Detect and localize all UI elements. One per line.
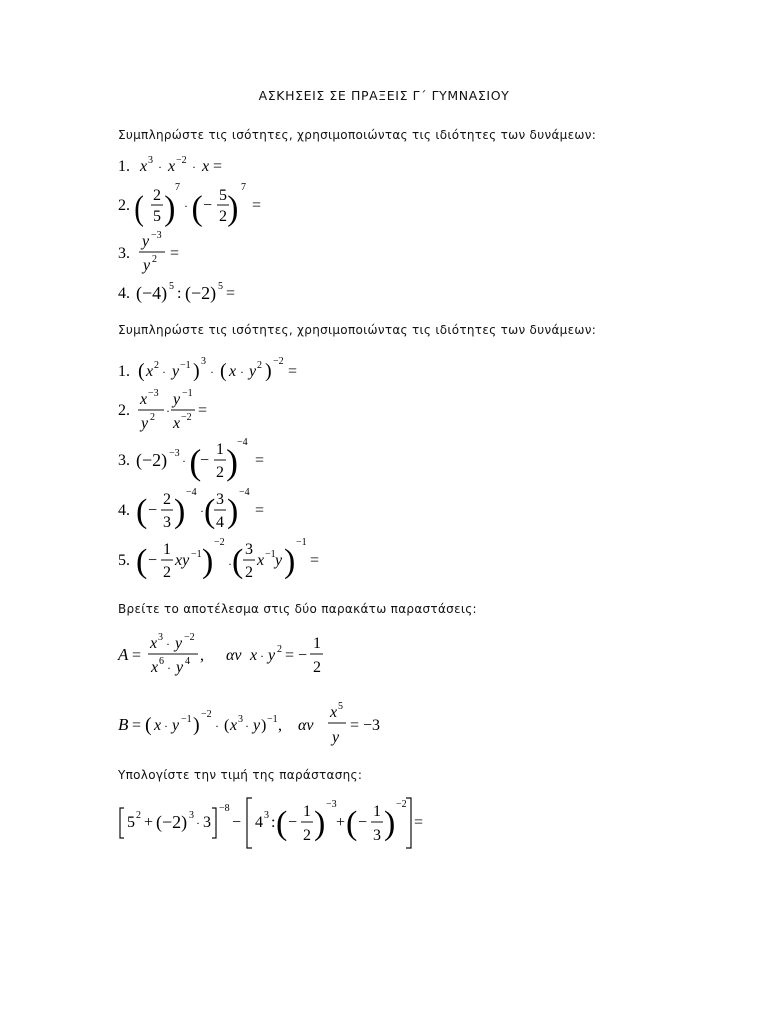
math-denominator: 2 <box>245 564 253 581</box>
math-x: x <box>140 158 148 175</box>
math-paren: ( <box>136 493 148 530</box>
math-exponent: 7 <box>241 182 246 193</box>
math-denominator: 2 <box>219 208 227 225</box>
math-dot: · <box>184 199 188 213</box>
exercise-1-3 <box>118 228 318 274</box>
math-minus: − <box>148 552 158 569</box>
math-paren: ) <box>227 493 239 530</box>
math-plus: + <box>336 814 346 831</box>
math-numerator: 2 <box>163 491 171 508</box>
section3-instruction: Βρείτε το αποτέλεσμα στις δύο παρακάτω παραστάσεις: <box>118 602 477 616</box>
math-dot: · <box>245 719 249 733</box>
math-x: x <box>330 704 338 721</box>
math-base: 5 <box>127 814 135 831</box>
math-numerator: 2 <box>153 187 161 204</box>
math-paren: ) <box>314 805 326 842</box>
math-x: x <box>257 552 265 569</box>
math-exponent: 5 <box>169 281 174 292</box>
math-dot: · <box>200 504 204 518</box>
math-equals: = <box>132 647 142 664</box>
math-dot: · <box>240 365 244 379</box>
math-exponent: −3 <box>169 448 180 459</box>
math-paren: ) <box>164 188 176 228</box>
exercise-3-a <box>118 630 358 680</box>
math-paren: ) <box>193 360 200 382</box>
exercise-3-a-formula <box>118 630 358 680</box>
math-exponent: −2 <box>214 537 225 548</box>
exercise-2-1 <box>118 354 338 384</box>
math-x: x <box>173 415 181 432</box>
math-dot: · <box>192 160 196 174</box>
math-paren: ( <box>204 493 216 530</box>
math-exponent: −8 <box>219 803 230 814</box>
math-denominator: 2 <box>216 464 224 481</box>
math-exponent: 3 <box>148 155 153 166</box>
math-equals: = <box>132 717 142 734</box>
math-y: y <box>332 729 340 746</box>
math-equals: = <box>285 647 295 664</box>
math-paren: ) <box>174 493 186 530</box>
math-denominator: 3 <box>373 827 381 844</box>
math-exponent: −2 <box>184 632 195 643</box>
exercise-2-5 <box>118 534 348 584</box>
math-x: x <box>154 717 162 734</box>
math-exponent: 3 <box>158 632 163 643</box>
exercise-1-4 <box>118 280 318 306</box>
math-equals: = <box>252 197 262 214</box>
math-x: x <box>168 158 176 175</box>
math-exponent: −4 <box>186 487 197 498</box>
math-y: y <box>275 552 283 569</box>
exercise-2-3 <box>118 434 318 484</box>
math-numerator: 1 <box>163 541 171 558</box>
exercise-2-4 <box>118 484 318 534</box>
math-numerator: 5 <box>219 187 227 204</box>
math-equals: = <box>226 285 236 302</box>
math-value: −3 <box>363 717 381 734</box>
math-exponent: −2 <box>273 356 284 367</box>
math-dot: · <box>158 160 162 174</box>
math-numerator: 1 <box>303 803 311 820</box>
math-denominator: 3 <box>163 514 171 531</box>
exercise-number: 2. <box>118 402 130 419</box>
section4-instruction: Υπολογίστε την τιμή της παράστασης: <box>118 768 363 782</box>
math-exponent: −2 <box>181 412 192 423</box>
math-colon: : <box>177 285 182 302</box>
math-paren: ( <box>220 360 227 382</box>
math-exponent: −2 <box>396 799 407 810</box>
math-exponent: −3 <box>151 230 162 241</box>
math-equals: = <box>255 452 265 469</box>
math-paren: ( <box>224 717 230 734</box>
exercise-1-1-formula <box>118 152 318 182</box>
math-number: 3 <box>203 814 211 831</box>
math-minus: − <box>288 814 298 831</box>
exercise-2-2 <box>118 388 318 434</box>
exercise-1-2 <box>118 180 318 228</box>
exercise-number: 1. <box>118 363 130 380</box>
math-exponent: −2 <box>176 155 187 166</box>
math-expression: (−4) <box>136 283 168 303</box>
math-paren: ( <box>346 805 358 842</box>
math-y: y <box>172 717 180 734</box>
math-numerator: 1 <box>373 803 381 820</box>
math-denominator: 2 <box>313 659 321 676</box>
math-paren: ( <box>134 187 144 228</box>
math-x: x <box>140 391 148 408</box>
math-dot: · <box>166 637 170 651</box>
math-exponent: −1 <box>182 388 193 399</box>
math-exponent: 3 <box>238 714 243 725</box>
exercise-1-1 <box>118 152 318 182</box>
math-y: y <box>141 415 149 432</box>
math-exponent: 2 <box>257 360 262 371</box>
math-base: 4 <box>255 814 263 831</box>
section1-instruction: Συμπληρώστε τις ισότητες, χρησιμοποιώντας τις ιδιότητες των δυνάμεων: <box>118 128 597 142</box>
math-minus: − <box>203 197 213 214</box>
math-x: x <box>250 647 258 664</box>
math-colon: : <box>271 814 276 831</box>
math-y: y <box>142 233 150 250</box>
exercise-number: 1. <box>118 158 130 175</box>
math-x: x <box>202 158 210 175</box>
math-x: x <box>150 635 158 652</box>
math-exponent: 3 <box>201 356 206 367</box>
exercise-2-5-formula <box>118 534 348 584</box>
math-dot: · <box>228 557 232 571</box>
math-exponent: 2 <box>277 644 282 655</box>
math-paren: ( <box>232 543 244 580</box>
exercise-1-2-formula <box>118 180 318 228</box>
math-exponent: −1 <box>180 360 191 371</box>
math-paren: ) <box>384 805 396 842</box>
math-paren: ) <box>227 188 239 228</box>
math-exponent: 3 <box>189 810 194 821</box>
math-plus: + <box>144 814 154 831</box>
math-expression: (−2) <box>136 450 168 470</box>
math-dot: · <box>196 816 200 830</box>
math-exponent: 2 <box>136 810 141 821</box>
math-equals: = <box>288 363 298 380</box>
exercise-number: 3. <box>118 245 130 262</box>
math-paren: ) <box>202 543 214 580</box>
math-exponent: −1 <box>265 549 276 560</box>
exercise-number: 2. <box>118 197 130 214</box>
math-dot: · <box>182 454 186 468</box>
math-numerator: 1 <box>216 441 224 458</box>
math-dot: · <box>164 719 168 733</box>
math-equals: = <box>350 717 360 734</box>
exercise-number: 4. <box>118 502 130 519</box>
condition-word: αν <box>226 647 242 664</box>
math-x: x <box>151 659 159 676</box>
math-exponent: 2 <box>152 254 157 265</box>
math-comma: , <box>278 717 282 734</box>
math-equals: = <box>255 502 265 519</box>
exercise-3-b-formula <box>118 700 398 750</box>
math-bracket <box>120 808 124 838</box>
math-exponent: 7 <box>175 182 180 193</box>
math-bracket <box>406 798 411 848</box>
math-minus: − <box>148 502 158 519</box>
math-paren: ) <box>193 714 200 736</box>
math-x: x <box>230 717 238 734</box>
math-exponent: −3 <box>148 388 159 399</box>
condition-word: αν <box>298 717 314 734</box>
math-paren: ( <box>136 543 148 580</box>
exercise-2-1-formula <box>118 354 338 384</box>
math-dot: · <box>215 719 219 733</box>
math-numerator: 3 <box>216 491 224 508</box>
math-exponent: −4 <box>237 437 248 448</box>
math-comma: , <box>200 647 204 664</box>
math-paren: ( <box>191 188 203 228</box>
math-exponent: −3 <box>326 799 337 810</box>
math-dot: · <box>260 649 264 663</box>
math-numerator: 1 <box>313 635 321 652</box>
page-title: ΑΣΚΗΣΕΙΣ ΣΕ ΠΡΑΞΕΙΣ Γ΄ ΓΥΜΝΑΣΙΟΥ <box>258 88 510 103</box>
math-exponent: 5 <box>218 281 223 292</box>
math-paren: ( <box>145 714 152 736</box>
math-B: B <box>118 715 129 734</box>
math-equals: = <box>310 552 320 569</box>
math-dot: · <box>166 404 170 418</box>
math-paren: ) <box>265 360 272 382</box>
math-equals: = <box>213 158 223 175</box>
math-numerator: 3 <box>245 541 253 558</box>
math-y: y <box>143 257 151 274</box>
math-exponent: 4 <box>185 656 190 667</box>
math-exponent: 2 <box>154 360 159 371</box>
math-exponent: −4 <box>239 487 250 498</box>
exercise-1-4-formula <box>118 280 318 306</box>
math-exponent: −1 <box>191 549 202 560</box>
exercise-3-b <box>118 700 398 750</box>
math-y: y <box>249 363 257 380</box>
math-xy: xy <box>175 552 190 569</box>
math-paren: ( <box>138 360 145 382</box>
math-equals: = <box>170 245 180 262</box>
math-y: y <box>175 635 183 652</box>
math-denominator: 5 <box>153 208 161 225</box>
math-expression: (−2) <box>185 283 217 303</box>
math-y: y <box>253 717 261 734</box>
math-x: x <box>146 363 154 380</box>
exercise-2-2-formula <box>118 388 318 434</box>
math-exponent: 3 <box>264 810 269 821</box>
math-x: x <box>229 363 237 380</box>
math-denominator: 2 <box>163 564 171 581</box>
math-expression: (−2) <box>156 812 188 832</box>
math-denominator: 4 <box>216 514 224 531</box>
math-paren: ) <box>284 543 296 580</box>
math-paren: ( <box>276 805 288 842</box>
exercise-2-4-formula <box>118 484 318 534</box>
math-dot: · <box>210 365 214 379</box>
math-paren: ( <box>189 441 202 482</box>
math-exponent: 6 <box>159 656 164 667</box>
math-exponent: 5 <box>338 701 343 712</box>
math-paren: ) <box>226 441 239 482</box>
math-y: y <box>172 363 180 380</box>
math-equals: = <box>414 814 424 831</box>
math-paren: ) <box>261 717 267 734</box>
exercise-1-3-formula <box>118 228 318 274</box>
math-y: y <box>173 391 181 408</box>
math-exponent: −2 <box>201 709 212 720</box>
math-minus: − <box>232 814 242 831</box>
exercise-number: 3. <box>118 452 130 469</box>
math-y: y <box>176 659 184 676</box>
math-dot: · <box>167 661 171 675</box>
math-bracket <box>247 798 252 848</box>
exercise-2-3-formula <box>118 434 318 484</box>
math-exponent: 2 <box>150 412 155 423</box>
exercise-4-formula <box>118 794 438 854</box>
math-exponent: −1 <box>181 714 192 725</box>
math-dot: · <box>162 365 166 379</box>
math-A: A <box>118 645 129 664</box>
section2-instruction: Συμπληρώστε τις ισότητες, χρησιμοποιώντας τις ιδιότητες των δυνάμεων: <box>118 323 597 337</box>
math-bracket <box>212 808 216 838</box>
math-denominator: 2 <box>303 827 311 844</box>
math-minus: − <box>200 452 210 469</box>
math-minus: − <box>298 647 308 664</box>
math-exponent: −1 <box>296 537 307 548</box>
math-y: y <box>268 647 276 664</box>
math-exponent: −1 <box>267 714 278 725</box>
exercise-number: 5. <box>118 552 130 569</box>
math-minus: − <box>358 814 368 831</box>
math-equals: = <box>198 402 208 419</box>
exercise-number: 4. <box>118 285 130 302</box>
exercise-4 <box>118 794 438 854</box>
